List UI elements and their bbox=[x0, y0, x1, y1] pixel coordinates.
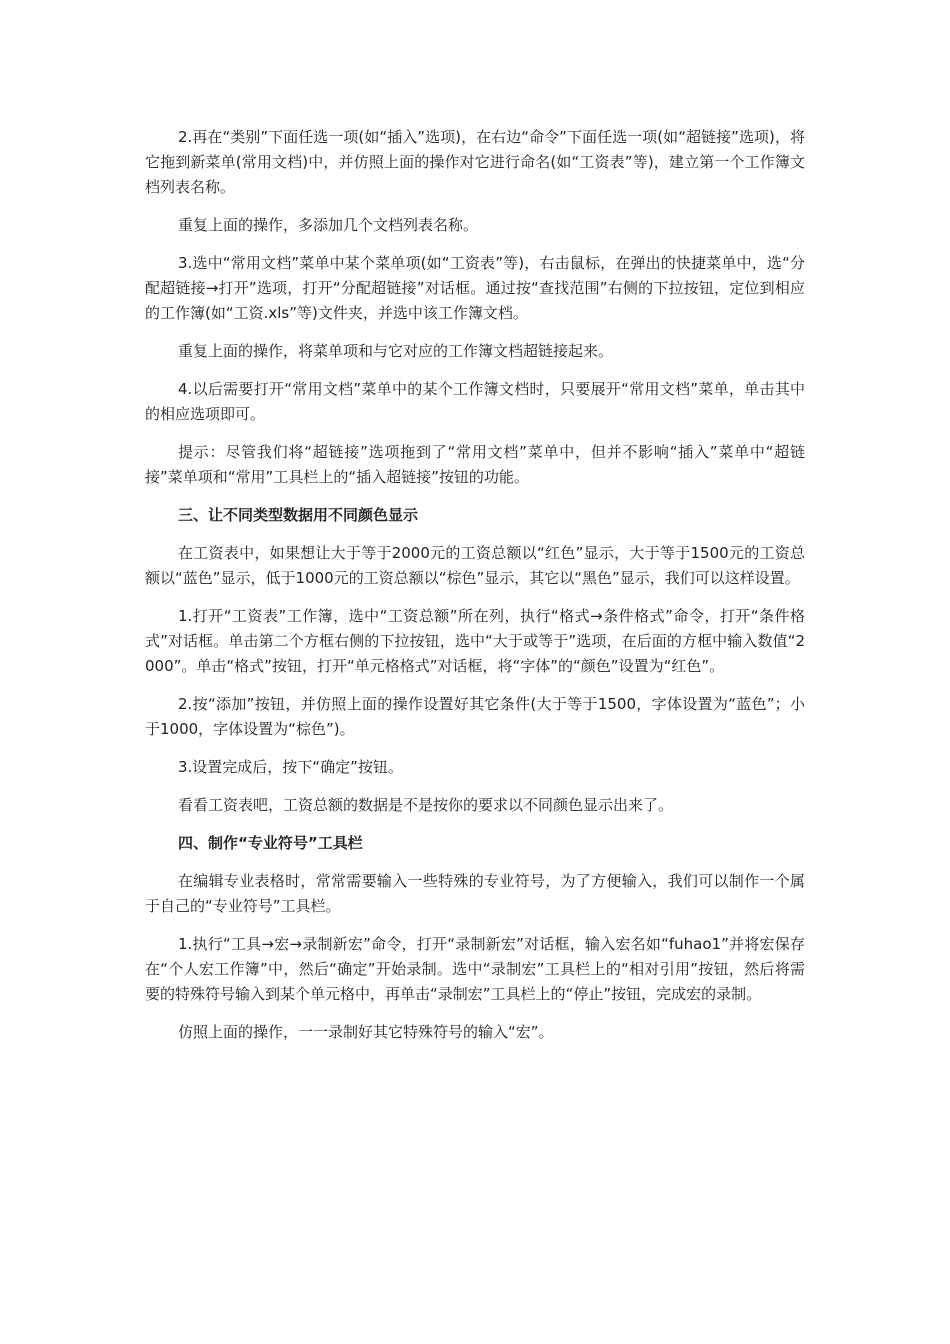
paragraph-repeat-add: 重复上面的操作，多添加几个文档列表名称。 bbox=[178, 216, 479, 234]
paragraph-color-step-3: 3.设置完成后，按下“确定”按钮。 bbox=[178, 758, 403, 776]
paragraph-color-result: 看看工资表吧，工资总额的数据是不是按你的要求以不同颜色显示出来了。 bbox=[178, 796, 674, 814]
paragraph-color-step-2: 2.按“添加”按钮，并仿照上面的操作设置好其它条件(大于等于1500，字体设置为“蓝色”；小于1000，字体设置为“棕色”)。 bbox=[145, 695, 805, 738]
paragraph-toolbar-intro: 在编辑专业表格时，常常需要输入一些特殊的专业符号，为了方便输入，我们可以制作一个属于自己的“专业符号”工具栏。 bbox=[145, 872, 805, 915]
paragraph-toolbar-step-1: 1.执行“工具→宏→录制新宏”命令，打开“录制新宏”对话框，输入宏名如“fuhao1”并将宏保存在“个人宏工作簿”中，然后“确定”开始录制。选中“录制宏”工具栏上的“相对引用”按钮，然后将需要的特殊符号输入到某个单元格中，再单击“录制宏”工具栏上的“停止”按钮，完成宏的录制。 bbox=[145, 935, 805, 1003]
paragraph-step-3: 3.选中“常用文档”菜单中某个菜单项(如“工资表”等)，右击鼠标，在弹出的快捷菜单中，选“分配超链接→打开”选项，打开“分配超链接”对话框。通过按“查找范围”右侧的下拉按钮，定位到相应的工作簿(如“工资.xls”等)文件夹，并选中该工作簿文档。 bbox=[145, 254, 805, 322]
paragraph-toolbar-repeat: 仿照上面的操作，一一录制好其它特殊符号的输入“宏”。 bbox=[178, 1023, 554, 1041]
paragraph-color-intro: 在工资表中，如果想让大于等于2000元的工资总额以“红色”显示，大于等于1500元的工资总额以“蓝色”显示，低于1000元的工资总额以“棕色”显示，其它以“黑色”显示，我们可以这样设置。 bbox=[145, 544, 805, 587]
paragraph-color-step-1: 1.打开“工资表”工作簿，选中“工资总额”所在列，执行“格式→条件格式”命令，打开“条件格式”对话框。单击第二个方框右侧的下拉按钮，选中“大于或等于”选项，在后面的方框中输入数值“2000”。单击“格式”按钮，打开“单元格格式”对话框，将“字体”的“颜色”设置为“红色”。 bbox=[145, 607, 805, 675]
section-heading-3: 三、让不同类型数据用不同颜色显示 bbox=[178, 506, 419, 524]
section-heading-4: 四、制作“专业符号”工具栏 bbox=[178, 834, 363, 852]
paragraph-repeat-link: 重复上面的操作，将菜单项和与它对应的工作簿文档超链接起来。 bbox=[178, 342, 614, 360]
paragraph-tip: 提示：尽管我们将“超链接”选项拖到了“常用文档”菜单中，但并不影响“插入”菜单中“超链接”菜单项和“常用”工具栏上的“插入超链接”按钮的功能。 bbox=[145, 443, 805, 486]
paragraph-step-2: 2.再在“类别”下面任选一项(如“插入”选项)，在右边“命令”下面任选一项(如“超链接”选项)，将它拖到新菜单(常用文档)中，并仿照上面的操作对它进行命名(如“工资表”等)，建立第一个工作簿文档列表名称。 bbox=[145, 128, 805, 196]
document-body bbox=[145, 125, 805, 1058]
paragraph-step-4: 4.以后需要打开“常用文档”菜单中的某个工作簿文档时，只要展开“常用文档”菜单，单击其中的相应选项即可。 bbox=[145, 380, 805, 423]
